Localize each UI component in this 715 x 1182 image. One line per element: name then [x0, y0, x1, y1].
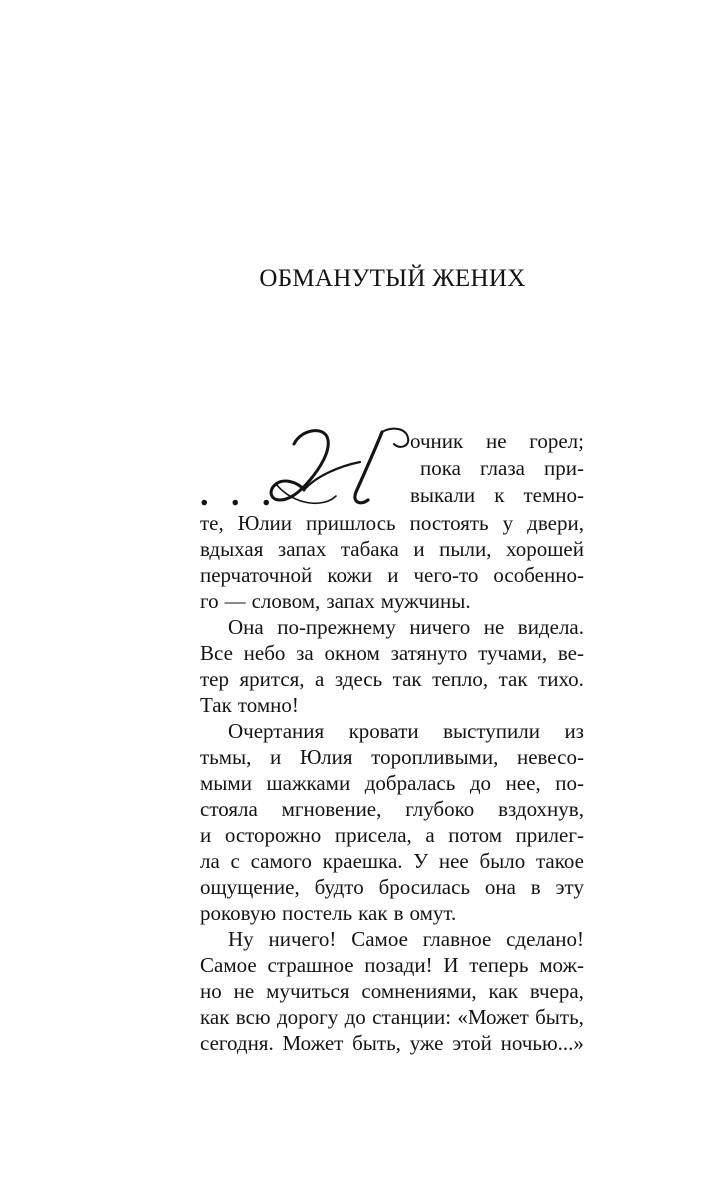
word: дорогу	[276, 1005, 339, 1029]
text-line	[420, 455, 584, 481]
word: по-прежнему	[277, 615, 396, 639]
word: сомнениями,	[361, 979, 477, 1003]
word: как	[200, 1005, 230, 1029]
word: Самое	[200, 953, 257, 977]
word: чего-то	[413, 563, 479, 587]
word: краешка.	[322, 849, 403, 873]
word: мгновение,	[281, 797, 382, 821]
word: тучами,	[478, 641, 548, 665]
word: хорошей	[506, 537, 584, 561]
word: бросилась	[378, 875, 471, 899]
word: перчаточной	[200, 563, 313, 587]
word: мужчины.	[380, 589, 471, 613]
word: Все	[200, 641, 233, 665]
word: до	[469, 771, 492, 795]
word: по-	[555, 771, 584, 795]
word: в	[393, 901, 404, 925]
word: окном	[324, 641, 380, 665]
word: двери,	[527, 511, 584, 535]
text-line	[200, 1004, 584, 1030]
word: Очертания	[228, 719, 325, 743]
word: к	[494, 483, 505, 507]
word: позади!	[364, 953, 433, 977]
word: прилег-	[515, 823, 584, 847]
drop-cap-ellipsis: . . .	[200, 476, 278, 513]
word: станции:	[372, 1005, 452, 1029]
text-line	[200, 562, 584, 588]
word: так	[498, 667, 528, 691]
word: ве-	[557, 641, 584, 665]
word: как	[358, 901, 388, 925]
word: особенно-	[493, 563, 584, 587]
word: и	[270, 745, 282, 769]
word: омут.	[409, 901, 457, 925]
word: нее,	[505, 771, 541, 795]
word: мож-	[539, 953, 584, 977]
word: она	[484, 875, 516, 899]
word: такое	[535, 849, 584, 873]
word: Может	[282, 1031, 344, 1055]
word: затянуто	[390, 641, 468, 665]
word: сделано!	[506, 927, 584, 951]
body-text	[200, 0, 584, 1182]
word: Так	[200, 693, 232, 717]
word: осторожно	[224, 823, 322, 847]
word: и	[387, 563, 399, 587]
word: —	[224, 589, 246, 613]
text-line	[200, 614, 584, 640]
text-line	[200, 900, 584, 926]
word: запах	[277, 537, 327, 561]
text-line	[200, 588, 584, 614]
word: а	[425, 823, 435, 847]
word: присела,	[334, 823, 412, 847]
word: постель	[282, 901, 353, 925]
word: самого	[250, 849, 312, 873]
word: уже	[409, 1031, 444, 1055]
text-line	[200, 874, 584, 900]
text-line	[200, 692, 584, 718]
word: будто	[314, 875, 364, 899]
word: страшное	[267, 953, 354, 977]
word: словом,	[251, 589, 321, 613]
word: не	[485, 429, 507, 453]
word: тер	[200, 667, 229, 691]
word: вдыхая	[200, 537, 264, 561]
text-line	[200, 640, 584, 666]
word: за	[296, 641, 314, 665]
word: ощущение,	[200, 875, 300, 899]
word: у	[502, 511, 514, 535]
word: тепло,	[432, 667, 489, 691]
word: постоять	[409, 511, 489, 535]
word: запах	[326, 589, 375, 613]
word: в	[530, 875, 541, 899]
word: до	[344, 1005, 366, 1029]
text-line	[200, 770, 584, 796]
chapter-title: ОБМАНУТЫЙ ЖЕНИХ	[259, 265, 526, 292]
word: небо	[243, 641, 286, 665]
word: пришлось	[306, 511, 396, 535]
word: видела.	[517, 615, 584, 639]
word: ла	[200, 849, 220, 873]
word: «Может	[457, 1005, 529, 1029]
word: ничего	[409, 615, 471, 639]
word: вчера,	[529, 979, 584, 1003]
word: очник	[410, 429, 464, 453]
word: те,	[200, 511, 224, 535]
text-line	[410, 428, 584, 454]
word: всю	[235, 1005, 271, 1029]
text-line	[200, 744, 584, 770]
word: а	[315, 667, 325, 691]
text-line	[200, 536, 584, 562]
word: глаза	[480, 456, 525, 480]
word: и	[413, 537, 425, 561]
word: главное	[422, 927, 492, 951]
text-line	[410, 482, 584, 508]
word: быть,	[535, 1005, 584, 1029]
word: ночью...»	[500, 1031, 584, 1055]
text-line	[200, 796, 584, 822]
word: горел;	[529, 429, 584, 453]
word: тихо.	[538, 667, 584, 691]
text-line	[200, 1030, 584, 1056]
word: нее	[438, 849, 469, 873]
text-line	[200, 926, 584, 952]
word: мыми	[200, 771, 252, 795]
word: но	[200, 979, 222, 1003]
word: добралась	[364, 771, 456, 795]
word: роковую	[200, 901, 277, 925]
word: шажками	[266, 771, 351, 795]
text-line	[200, 848, 584, 874]
word: этой	[452, 1031, 492, 1055]
word: теперь	[469, 953, 529, 977]
word: эту	[555, 875, 584, 899]
word: как	[488, 979, 518, 1003]
word: стояла	[200, 797, 258, 821]
word: здесь	[334, 667, 383, 691]
word: из	[564, 719, 584, 743]
word: темно-	[523, 483, 584, 507]
word: ярится,	[239, 667, 305, 691]
word: не	[483, 615, 505, 639]
word: У	[413, 849, 429, 873]
word: Она	[228, 615, 264, 639]
text-line	[200, 978, 584, 1004]
word: так	[392, 667, 422, 691]
word: тьмы,	[200, 745, 252, 769]
word: выкали	[410, 483, 476, 507]
word: Самое	[351, 927, 408, 951]
word: И	[443, 953, 459, 977]
word: пока	[420, 456, 461, 480]
word: ничего!	[268, 927, 337, 951]
word: томно!	[237, 693, 299, 717]
word: не	[233, 979, 255, 1003]
word: глубоко	[405, 797, 475, 821]
text-line	[200, 822, 584, 848]
word: было	[479, 849, 526, 873]
word: торопливыми,	[371, 745, 499, 769]
word: невесо-	[516, 745, 584, 769]
word: Ну	[228, 927, 254, 951]
word: табака	[340, 537, 399, 561]
text-line	[200, 666, 584, 692]
word: при-	[544, 456, 584, 480]
word: мучиться	[266, 979, 350, 1003]
text-line	[200, 510, 584, 536]
word: выступили	[443, 719, 541, 743]
word: пыли,	[439, 537, 492, 561]
text-line	[200, 952, 584, 978]
word: с	[230, 849, 240, 873]
word: потом	[448, 823, 502, 847]
word: сегодня.	[200, 1031, 274, 1055]
word: и	[200, 823, 212, 847]
word: кожи	[327, 563, 373, 587]
word: быть,	[352, 1031, 401, 1055]
word: Юлия	[299, 745, 353, 769]
text-line	[200, 718, 584, 744]
word: го	[200, 589, 219, 613]
word: Юлии	[237, 511, 293, 535]
word: кровати	[348, 719, 419, 743]
word: вздохнув,	[498, 797, 584, 821]
